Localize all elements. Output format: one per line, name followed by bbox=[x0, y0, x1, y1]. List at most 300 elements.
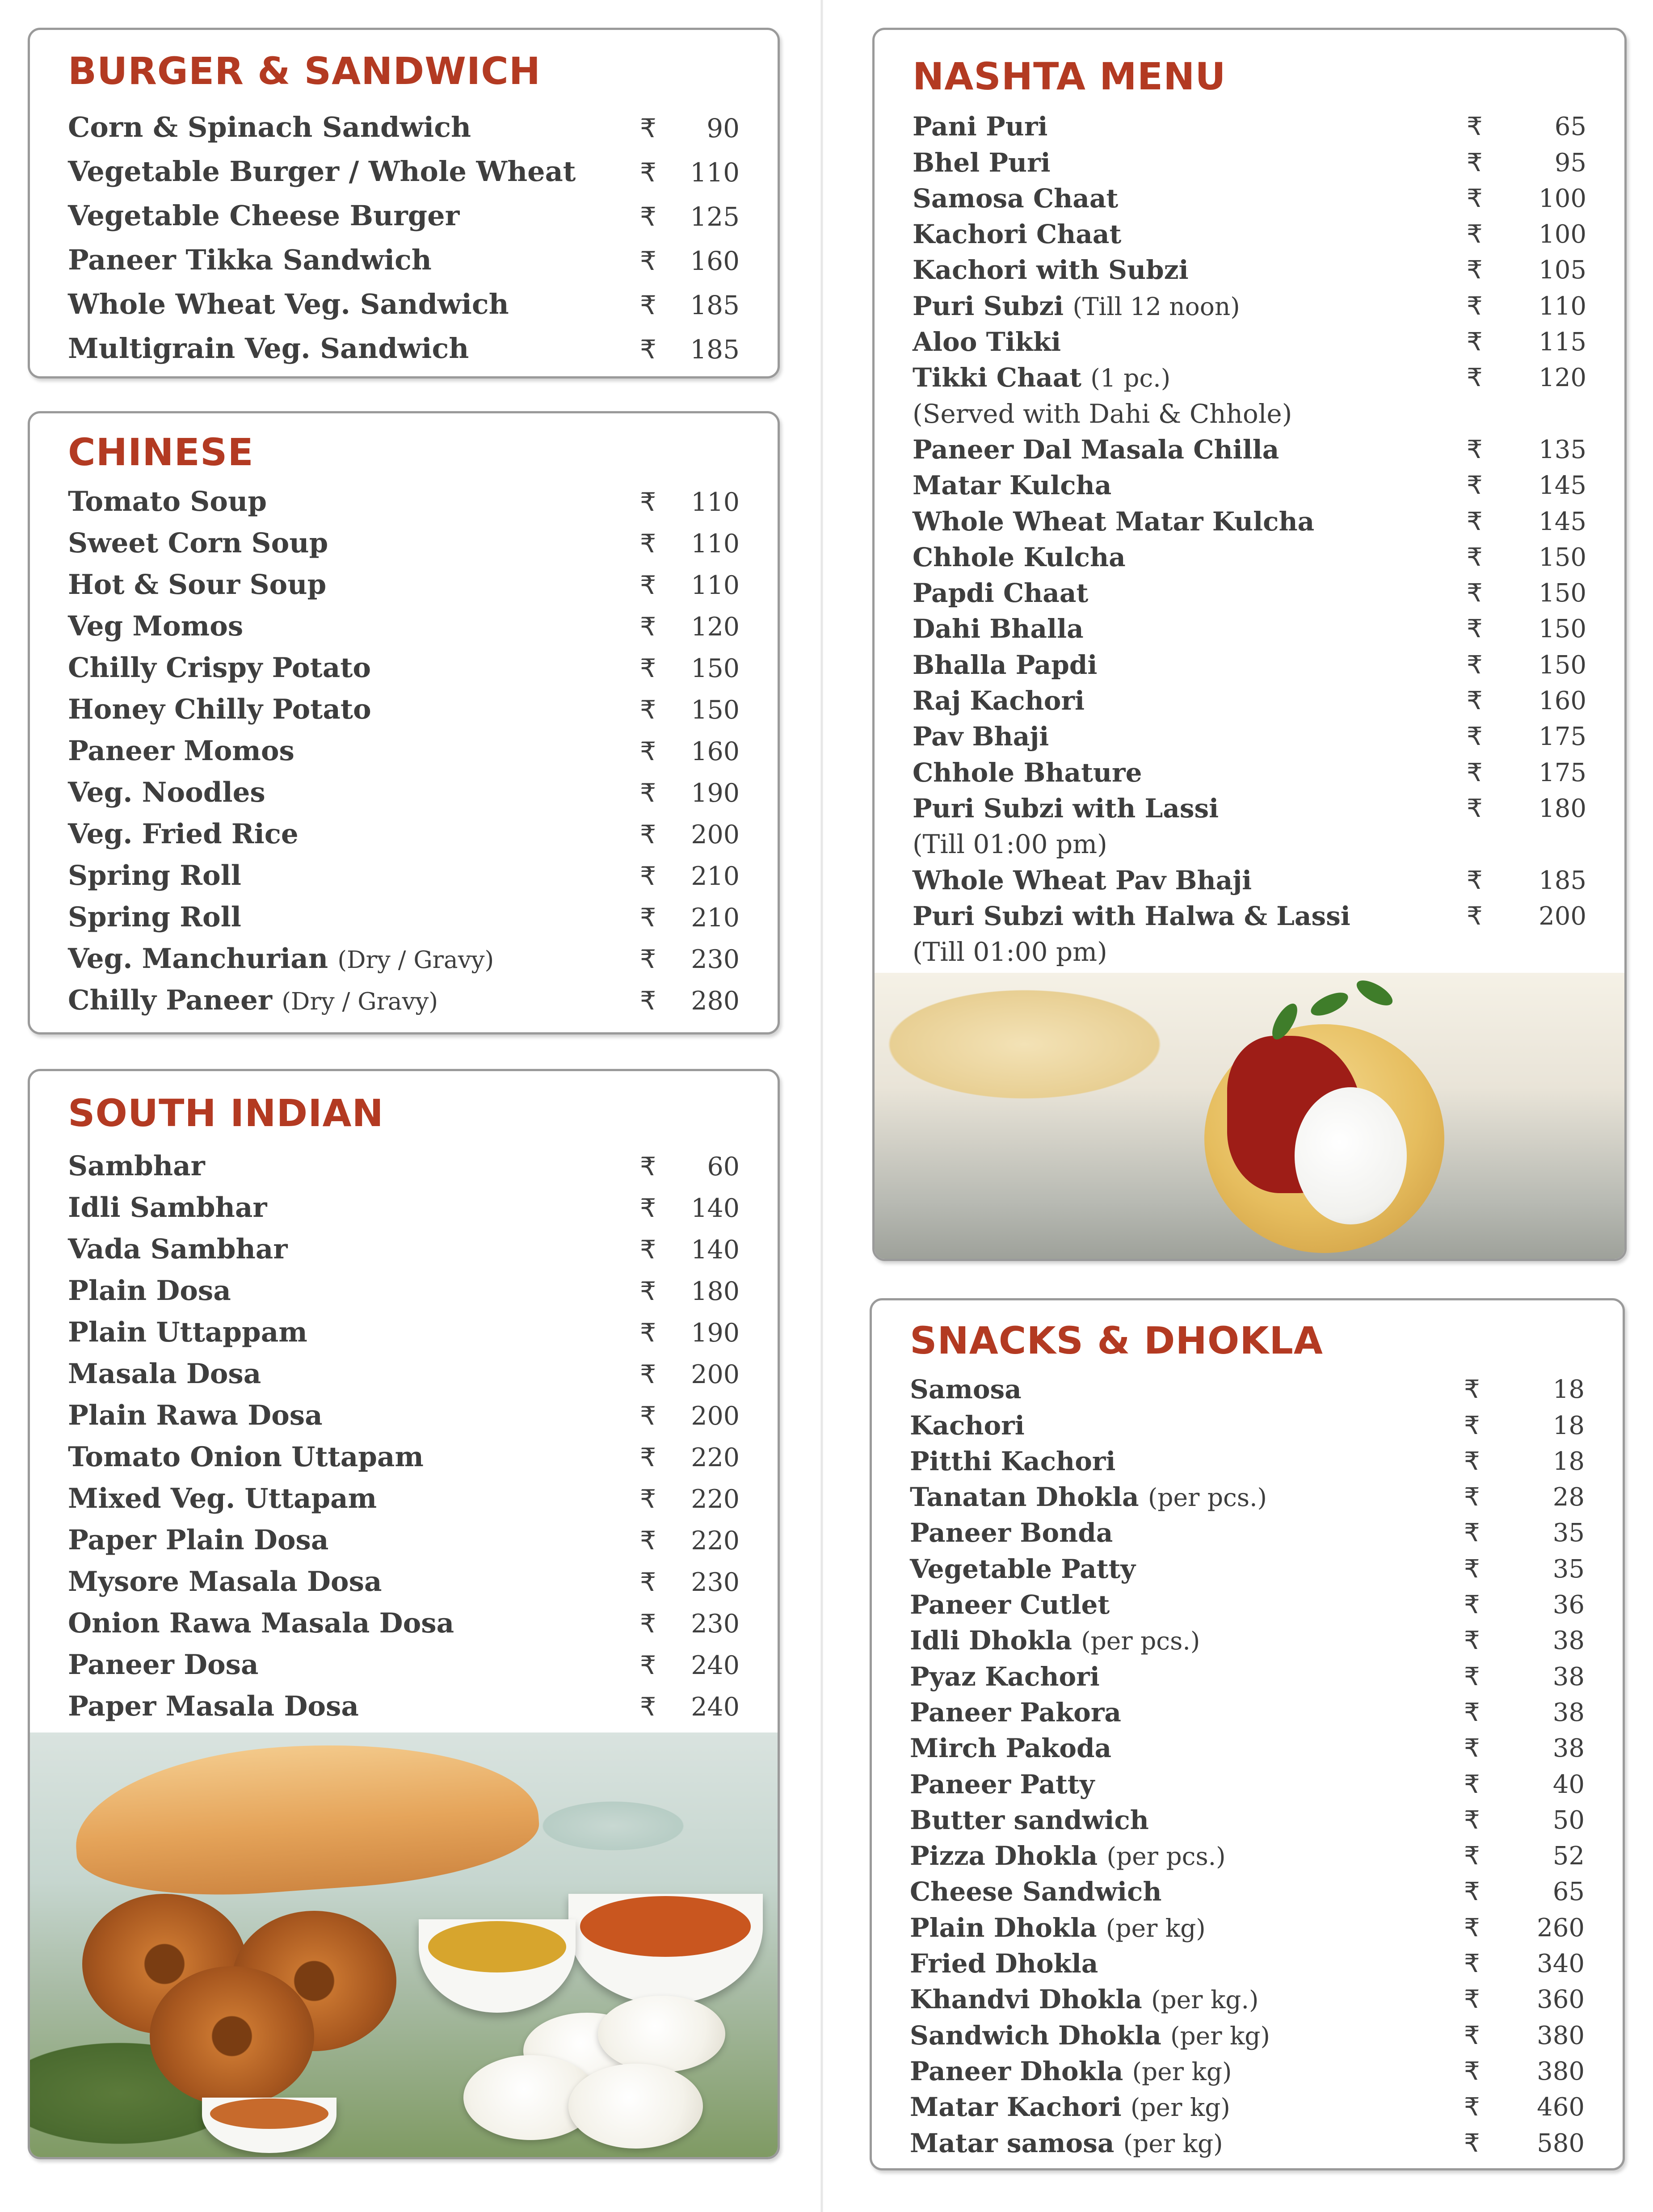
page-fold bbox=[820, 0, 823, 2212]
item-name-text: Paneer Momos bbox=[68, 735, 294, 767]
item-price: 150 bbox=[1539, 650, 1586, 680]
rupee-icon: ₹ bbox=[640, 113, 656, 143]
item-note: (per pcs.) bbox=[1148, 1483, 1267, 1512]
item-price: 185 bbox=[1539, 866, 1586, 895]
menu-item-note-line bbox=[913, 821, 1586, 860]
item-price: 110 bbox=[1539, 291, 1586, 321]
item-name-text: Fried Dhokla bbox=[910, 1948, 1098, 1979]
item-name-text: Pizza Dhokla bbox=[910, 1841, 1098, 1871]
rupee-icon: ₹ bbox=[1464, 1626, 1480, 1656]
item-name-text: Pani Puri bbox=[913, 111, 1048, 142]
rupee-icon: ₹ bbox=[640, 1360, 656, 1389]
menu-item bbox=[913, 319, 1586, 355]
item-price: 40 bbox=[1552, 1770, 1585, 1799]
rupee-icon: ₹ bbox=[1467, 722, 1483, 752]
rupee-icon: ₹ bbox=[640, 986, 656, 1016]
rupee-icon: ₹ bbox=[640, 1526, 656, 1556]
item-price: 38 bbox=[1552, 1662, 1585, 1691]
item-name-text: Pyaz Kachori bbox=[910, 1661, 1100, 1692]
item-note: (per kg) bbox=[1130, 2093, 1230, 2122]
rupee-icon: ₹ bbox=[1467, 507, 1483, 536]
herb-shape bbox=[1353, 976, 1396, 1010]
item-name bbox=[913, 865, 1252, 896]
item-name bbox=[910, 1661, 1100, 1692]
item-name bbox=[68, 1192, 267, 1224]
section-title: BURGER & SANDWICH bbox=[68, 49, 541, 93]
item-name-text: Tomato Onion Uttapam bbox=[68, 1441, 424, 1473]
item-name bbox=[910, 1984, 1259, 2015]
item-name bbox=[910, 1592, 1110, 1618]
rupee-icon: ₹ bbox=[1464, 2093, 1480, 2122]
item-name-text: Kachori Chaat bbox=[913, 219, 1122, 250]
menu-item bbox=[68, 318, 740, 365]
menu-item bbox=[68, 1554, 740, 1598]
vada-shape bbox=[150, 1966, 314, 2107]
item-name-text: Veg Momos bbox=[68, 610, 244, 642]
item-note: (Till 12 noon) bbox=[1073, 292, 1240, 321]
menu-item bbox=[913, 714, 1586, 752]
menu-item bbox=[68, 889, 740, 931]
item-price: 52 bbox=[1552, 1842, 1585, 1871]
item-name bbox=[68, 246, 432, 274]
item-name-text: (Till 01:00 pm) bbox=[913, 829, 1107, 860]
item-name-text: Paneer Bonda bbox=[910, 1518, 1113, 1548]
menu-item bbox=[910, 1797, 1585, 1833]
menu-item bbox=[68, 1512, 740, 1554]
rupee-icon: ₹ bbox=[640, 488, 656, 517]
item-price: 180 bbox=[1539, 794, 1586, 823]
item-name-text: Paneer Tikka Sandwich bbox=[68, 244, 432, 276]
rupee-icon: ₹ bbox=[1464, 2021, 1480, 2050]
item-price: 120 bbox=[691, 612, 740, 642]
rupee-icon: ₹ bbox=[640, 1401, 656, 1431]
item-price: 60 bbox=[707, 1152, 740, 1182]
item-name bbox=[910, 1733, 1112, 1764]
item-name-text: Paper Masala Dosa bbox=[68, 1691, 359, 1722]
item-note: (per kg) bbox=[1123, 2129, 1223, 2158]
item-name bbox=[68, 901, 241, 933]
item-name bbox=[910, 1697, 1122, 1728]
item-name-text: Whole Wheat Matar Kulcha bbox=[913, 506, 1315, 537]
item-price: 110 bbox=[691, 529, 740, 559]
menu-item bbox=[913, 427, 1586, 463]
item-price: 90 bbox=[707, 113, 740, 143]
menu-item bbox=[68, 141, 740, 188]
item-price: 125 bbox=[690, 202, 740, 232]
item-price: 220 bbox=[691, 1526, 740, 1556]
dosa-shape bbox=[70, 1733, 543, 1905]
rupee-icon: ₹ bbox=[1464, 1805, 1480, 1835]
item-name bbox=[910, 1876, 1162, 1907]
item-name bbox=[910, 1804, 1149, 1835]
item-name-text: Sweet Corn Soup bbox=[68, 527, 328, 559]
item-price: 230 bbox=[691, 945, 740, 974]
item-note: (per kg.) bbox=[1151, 1985, 1259, 2014]
item-name-text: Kachori bbox=[910, 1410, 1025, 1441]
menu-item bbox=[910, 1618, 1585, 1656]
rupee-icon: ₹ bbox=[1464, 1375, 1480, 1405]
item-price: 35 bbox=[1552, 1554, 1585, 1584]
item-price: 145 bbox=[1539, 507, 1586, 536]
item-note: (Dry / Gravy) bbox=[337, 946, 494, 974]
menu-item bbox=[68, 1637, 740, 1681]
item-price: 100 bbox=[1539, 184, 1586, 213]
item-name-text: Vada Sambhar bbox=[68, 1233, 288, 1265]
item-name bbox=[913, 147, 1051, 178]
item-name bbox=[68, 569, 327, 601]
item-name-text: Plain Uttappam bbox=[68, 1316, 307, 1348]
item-price: 18 bbox=[1552, 1375, 1585, 1405]
section-title: NASHTA MENU bbox=[913, 55, 1226, 98]
rupee-icon: ₹ bbox=[1464, 1877, 1480, 1907]
menu-item bbox=[68, 97, 740, 141]
rupee-icon: ₹ bbox=[640, 1484, 656, 1514]
item-name-text: Vegetable Patty bbox=[910, 1553, 1136, 1584]
rupee-icon: ₹ bbox=[1464, 1770, 1480, 1799]
item-price: 110 bbox=[691, 488, 740, 517]
menu-item bbox=[68, 1388, 740, 1429]
menu-list bbox=[913, 104, 1586, 965]
item-name-text: Vegetable Burger / Whole Wheat bbox=[68, 155, 576, 188]
rupee-icon: ₹ bbox=[1464, 1913, 1480, 1943]
item-name bbox=[68, 1402, 323, 1429]
rupee-icon: ₹ bbox=[640, 820, 656, 849]
item-name bbox=[913, 578, 1089, 609]
south-indian-panel bbox=[28, 1069, 780, 2159]
rupee-icon: ₹ bbox=[1467, 148, 1483, 177]
menu-list bbox=[68, 474, 740, 1014]
item-name bbox=[913, 616, 1084, 642]
menu-item bbox=[68, 681, 740, 723]
item-name-text: Paneer Pakora bbox=[910, 1697, 1122, 1728]
item-price: 115 bbox=[1539, 328, 1586, 357]
item-price: 18 bbox=[1552, 1411, 1585, 1440]
menu-item bbox=[913, 749, 1586, 788]
rupee-icon: ₹ bbox=[640, 1277, 656, 1306]
item-name-text: Plain Dhokla bbox=[910, 1912, 1097, 1943]
menu-item bbox=[68, 1678, 740, 1720]
rupee-icon: ₹ bbox=[640, 1568, 656, 1597]
menu-item bbox=[913, 570, 1586, 609]
item-name bbox=[913, 470, 1112, 501]
rupee-icon: ₹ bbox=[640, 1318, 656, 1348]
item-price: 150 bbox=[1539, 542, 1586, 572]
item-name bbox=[68, 290, 509, 318]
item-name-text: Onion Rawa Masala Dosa bbox=[68, 1607, 454, 1639]
menu-item bbox=[910, 1546, 1585, 1584]
menu-item bbox=[910, 2120, 1585, 2156]
item-price: 120 bbox=[1539, 363, 1586, 393]
rupee-icon: ₹ bbox=[1467, 471, 1483, 500]
rupee-icon: ₹ bbox=[1467, 220, 1483, 249]
item-name bbox=[68, 111, 471, 143]
menu-item-note-line bbox=[913, 929, 1586, 965]
item-price: 230 bbox=[691, 1568, 740, 1597]
item-name-text: Plain Dosa bbox=[68, 1275, 231, 1307]
rupee-icon: ₹ bbox=[1464, 2056, 1480, 2086]
item-price: 360 bbox=[1537, 1985, 1585, 2014]
item-name-text: Multigrain Veg. Sandwich bbox=[68, 332, 469, 365]
item-name bbox=[913, 219, 1122, 250]
item-name bbox=[913, 793, 1219, 824]
item-name-text: Plain Rawa Dosa bbox=[68, 1400, 323, 1431]
menu-item bbox=[910, 2084, 1585, 2123]
rupee-icon: ₹ bbox=[1464, 1518, 1480, 1548]
menu-item bbox=[68, 806, 740, 848]
menu-list bbox=[68, 97, 740, 365]
menu-item bbox=[910, 1761, 1585, 1800]
menu-item bbox=[68, 1180, 740, 1224]
rupee-icon: ₹ bbox=[640, 778, 656, 808]
rupee-icon: ₹ bbox=[640, 246, 656, 276]
rupee-icon: ₹ bbox=[1464, 1411, 1480, 1440]
item-price: 210 bbox=[691, 903, 740, 933]
item-name-text: Veg. Fried Rice bbox=[68, 818, 299, 850]
item-price: 260 bbox=[1537, 1913, 1585, 1943]
item-price: 105 bbox=[1539, 256, 1586, 285]
item-price: 145 bbox=[1539, 471, 1586, 500]
nashta-menu-panel bbox=[872, 28, 1627, 1261]
item-price: 160 bbox=[690, 246, 740, 276]
rupee-icon: ₹ bbox=[1467, 901, 1483, 931]
item-price: 95 bbox=[1554, 148, 1586, 177]
rupee-icon: ₹ bbox=[1464, 2128, 1480, 2158]
snacks-dhokla-panel bbox=[870, 1298, 1625, 2170]
item-name-text: Whole Wheat Veg. Sandwich bbox=[68, 288, 509, 320]
item-name bbox=[910, 1948, 1098, 1979]
item-price: 580 bbox=[1537, 2128, 1585, 2158]
menu-item bbox=[68, 931, 740, 975]
rupee-icon: ₹ bbox=[1464, 1842, 1480, 1871]
item-name bbox=[68, 1524, 329, 1556]
menu-item bbox=[910, 1905, 1585, 1943]
item-note: (per kg) bbox=[1170, 2021, 1270, 2050]
item-price: 35 bbox=[1552, 1518, 1585, 1548]
chinese-panel bbox=[28, 411, 780, 1035]
item-name bbox=[910, 1912, 1206, 1943]
item-price: 38 bbox=[1552, 1698, 1585, 1727]
pani-puri-photo bbox=[875, 973, 1624, 1259]
menu-item bbox=[910, 1402, 1585, 1441]
menu-item bbox=[68, 1346, 740, 1388]
menu-item bbox=[910, 1725, 1585, 1764]
menu-item bbox=[913, 283, 1586, 319]
item-name-text: Idli Dhokla bbox=[910, 1625, 1072, 1656]
herb-shape bbox=[1308, 988, 1351, 1020]
menu-item bbox=[68, 474, 740, 515]
menu-item bbox=[68, 1304, 740, 1346]
item-name bbox=[68, 1607, 454, 1639]
item-name bbox=[68, 860, 241, 892]
menu-item bbox=[68, 640, 740, 684]
item-name bbox=[68, 1693, 359, 1720]
item-name bbox=[68, 1566, 382, 1598]
item-name-text: Matar Kulcha bbox=[913, 470, 1112, 501]
item-name-text: Corn & Spinach Sandwich bbox=[68, 111, 471, 143]
rupee-icon: ₹ bbox=[640, 1194, 656, 1223]
menu-item bbox=[68, 557, 740, 601]
rupee-icon: ₹ bbox=[640, 1443, 656, 1472]
menu-item bbox=[910, 1474, 1585, 1513]
item-name-text: Raj Kachori bbox=[913, 685, 1085, 716]
item-price: 240 bbox=[691, 1692, 740, 1722]
rupee-icon: ₹ bbox=[640, 654, 656, 683]
item-price: 28 bbox=[1552, 1483, 1585, 1512]
item-price: 110 bbox=[690, 157, 740, 188]
item-name bbox=[913, 290, 1240, 321]
item-name bbox=[910, 2130, 1223, 2156]
rupee-icon: ₹ bbox=[640, 571, 656, 600]
item-name-text: Paper Plain Dosa bbox=[68, 1524, 329, 1556]
menu-item bbox=[910, 1833, 1585, 1869]
menu-item bbox=[68, 848, 740, 892]
item-price: 110 bbox=[691, 571, 740, 600]
item-price: 200 bbox=[691, 1401, 740, 1431]
chutney-bowl bbox=[202, 2098, 336, 2153]
item-name bbox=[68, 1152, 205, 1180]
item-name-text: Pav Bhaji bbox=[913, 721, 1049, 752]
rupee-icon: ₹ bbox=[1467, 542, 1483, 572]
menu-item bbox=[913, 678, 1586, 714]
item-name bbox=[68, 488, 267, 515]
section-title: SOUTH INDIAN bbox=[68, 1091, 384, 1135]
item-name bbox=[68, 943, 494, 975]
rupee-icon: ₹ bbox=[1467, 866, 1483, 895]
item-name-text: Mysore Masala Dosa bbox=[68, 1566, 382, 1598]
burger-sandwich-panel bbox=[28, 28, 780, 378]
item-name bbox=[68, 1360, 261, 1388]
potato-bowl bbox=[419, 1919, 576, 2013]
menu-item bbox=[910, 1653, 1585, 1692]
item-price: 380 bbox=[1537, 2021, 1585, 2050]
menu-item bbox=[68, 723, 740, 765]
item-name-text: Tomato Soup bbox=[68, 486, 267, 517]
item-name bbox=[68, 199, 460, 232]
menu-item bbox=[913, 857, 1586, 896]
item-name bbox=[910, 2058, 1232, 2084]
item-name bbox=[68, 1485, 377, 1512]
menu-item bbox=[910, 1510, 1585, 1546]
menu-item bbox=[910, 1438, 1585, 1474]
rupee-icon: ₹ bbox=[640, 737, 656, 766]
item-name bbox=[910, 1553, 1136, 1584]
item-price: 36 bbox=[1552, 1590, 1585, 1620]
item-name-text: Pitthi Kachori bbox=[910, 1446, 1116, 1476]
item-name-text: Hot & Sour Soup bbox=[68, 569, 327, 601]
item-price: 150 bbox=[691, 654, 740, 683]
item-price: 18 bbox=[1552, 1447, 1585, 1476]
item-name bbox=[910, 2092, 1230, 2123]
item-name-text: Bhalla Papdi bbox=[913, 649, 1098, 680]
rupee-icon: ₹ bbox=[1467, 794, 1483, 823]
rupee-icon: ₹ bbox=[1467, 686, 1483, 716]
item-name bbox=[910, 1482, 1267, 1513]
item-name-text: Mixed Veg. Uttapam bbox=[68, 1483, 377, 1514]
item-name-text: Vegetable Cheese Burger bbox=[68, 199, 460, 232]
item-name bbox=[68, 696, 371, 723]
item-note: (per pcs.) bbox=[1106, 1842, 1226, 1871]
item-name-text: Mirch Pakoda bbox=[910, 1733, 1112, 1764]
item-name bbox=[910, 1410, 1025, 1441]
item-price: 230 bbox=[691, 1609, 740, 1639]
rupee-icon: ₹ bbox=[640, 529, 656, 559]
item-name bbox=[913, 362, 1171, 393]
menu-item bbox=[910, 2012, 1585, 2051]
item-name bbox=[68, 1316, 307, 1348]
rupee-icon: ₹ bbox=[1464, 1447, 1480, 1476]
item-name-text: Chhole Bhature bbox=[913, 757, 1142, 788]
item-name-text: Puri Subzi bbox=[913, 290, 1064, 321]
item-price: 200 bbox=[691, 1360, 740, 1389]
menu-item bbox=[913, 786, 1586, 824]
sambhar-bowl bbox=[568, 1894, 763, 2004]
item-name bbox=[68, 652, 371, 684]
item-price: 135 bbox=[1539, 435, 1586, 464]
menu-list bbox=[68, 1138, 740, 1720]
item-name bbox=[913, 685, 1085, 716]
rupee-icon: ₹ bbox=[1464, 1483, 1480, 1512]
rupee-icon: ₹ bbox=[1464, 1734, 1480, 1763]
rupee-icon: ₹ bbox=[1467, 650, 1483, 680]
idli-shape bbox=[568, 2064, 703, 2149]
menu-item bbox=[913, 355, 1586, 391]
menu-item bbox=[910, 1869, 1585, 1905]
item-name-text: Puri Subzi with Halwa & Lassi bbox=[913, 900, 1350, 931]
item-price: 150 bbox=[1539, 579, 1586, 608]
item-name bbox=[913, 398, 1292, 429]
menu-item bbox=[68, 598, 740, 640]
rupee-icon: ₹ bbox=[1464, 1662, 1480, 1691]
item-note: (per pcs.) bbox=[1081, 1627, 1200, 1656]
item-name-text: Sandwich Dhokla bbox=[910, 2020, 1161, 2051]
item-name bbox=[68, 984, 438, 1016]
menu-item-note-line bbox=[913, 391, 1586, 429]
rupee-icon: ₹ bbox=[1467, 112, 1483, 142]
menu-item bbox=[68, 230, 740, 274]
item-name bbox=[68, 610, 244, 642]
item-price: 175 bbox=[1539, 758, 1586, 787]
item-name-text: Veg. Noodles bbox=[68, 777, 265, 808]
item-note: (per kg) bbox=[1106, 1913, 1206, 1943]
item-price: 150 bbox=[691, 695, 740, 725]
item-name bbox=[913, 544, 1126, 570]
item-name-text: Paneer Dhokla bbox=[910, 2056, 1123, 2086]
menu-item bbox=[913, 211, 1586, 250]
item-price: 100 bbox=[1539, 220, 1586, 249]
item-name-text: Aloo Tikki bbox=[913, 327, 1061, 357]
rupee-icon: ₹ bbox=[640, 1235, 656, 1265]
item-name-text: Butter sandwich bbox=[910, 1804, 1149, 1835]
rupee-icon: ₹ bbox=[1464, 1698, 1480, 1727]
item-name bbox=[910, 1374, 1022, 1405]
rupee-icon: ₹ bbox=[640, 945, 656, 974]
item-price: 65 bbox=[1552, 1877, 1585, 1907]
menu-item bbox=[913, 176, 1586, 214]
item-name bbox=[910, 1843, 1226, 1869]
rupee-icon: ₹ bbox=[1467, 435, 1483, 464]
item-name bbox=[913, 939, 1107, 965]
item-name bbox=[913, 255, 1189, 286]
rupee-icon: ₹ bbox=[1464, 1949, 1480, 1979]
item-name-text: Whole Wheat Pav Bhaji bbox=[913, 865, 1252, 896]
item-name bbox=[68, 820, 299, 848]
item-name-text: Chhole Kulcha bbox=[913, 542, 1126, 572]
item-name-text: Kachori with Subzi bbox=[913, 255, 1189, 286]
rupee-icon: ₹ bbox=[1467, 758, 1483, 787]
item-name bbox=[913, 829, 1107, 860]
rupee-icon: ₹ bbox=[640, 612, 656, 642]
item-price: 140 bbox=[691, 1194, 740, 1223]
